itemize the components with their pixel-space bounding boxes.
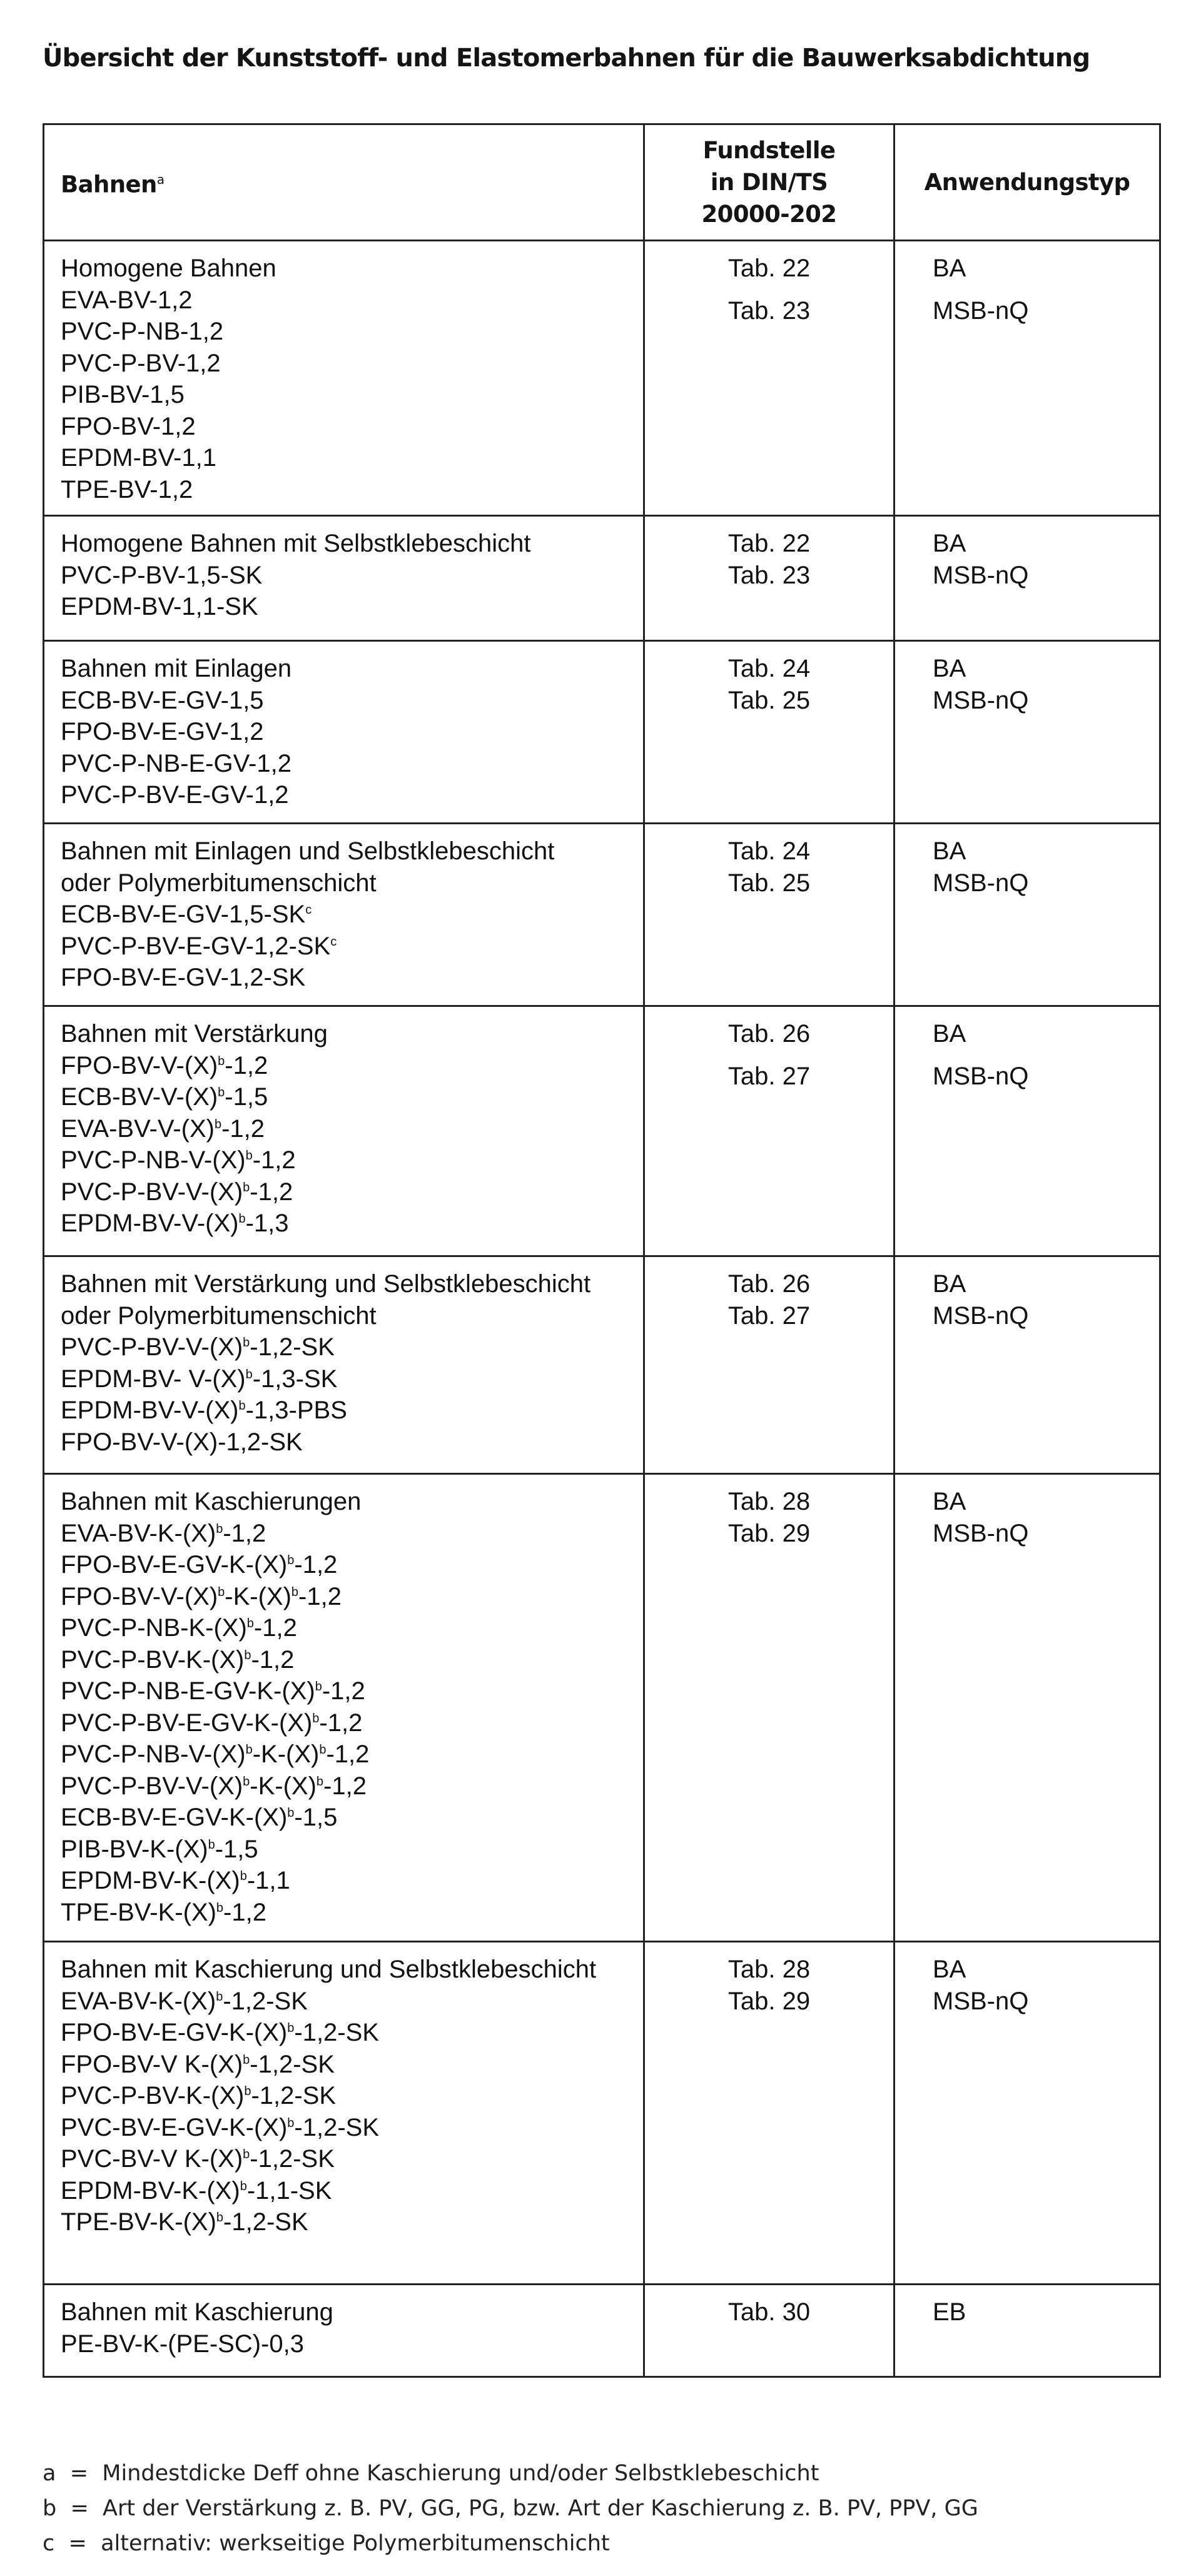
fundstelle-cell-line: Tab. 25 xyxy=(727,869,811,897)
anwendungstyp-cell-line: BA xyxy=(933,1488,966,1515)
anwendungstyp-cell xyxy=(894,516,1160,641)
footnote-reference: b xyxy=(319,1743,327,1757)
membrane-list-cell-line: PVC-P-NB-1,2 xyxy=(61,318,224,345)
fundstelle-cell-line: Tab. 29 xyxy=(727,1987,811,2015)
fundstelle-cell xyxy=(644,2285,894,2377)
membrane-list-cell-line: TPE-$BV-K-(X)^b-1,2-SK$ xyxy=(61,2208,308,2236)
fundstelle-cell-line: Tab. 24 xyxy=(727,837,811,865)
membrane-list-cell xyxy=(44,1256,644,1474)
membrane-list-cell-line: PVC-P-BV-E-GV-1,2 xyxy=(61,781,289,809)
fundstelle-cell xyxy=(644,241,894,516)
membrane-list-cell xyxy=(44,1474,644,1942)
membrane-list-cell-line: Bahnen mit Verstärkung xyxy=(61,1020,328,1048)
footnote-reference: b xyxy=(287,2116,295,2130)
table-body xyxy=(44,241,1160,2377)
fundstelle-cell-line: Tab. 30 xyxy=(727,2298,811,2326)
anwendungstyp-cell-line: MSB-nQ xyxy=(933,296,1029,325)
footnote-reference: b xyxy=(287,1553,295,1567)
footnote-reference: b xyxy=(243,1774,250,1789)
anwendungstyp-cell xyxy=(894,824,1160,1006)
footnote-reference: b xyxy=(315,1680,322,1694)
anwendungstyp-cell-line: MSB-nQ xyxy=(933,1519,1029,1547)
membrane-list-cell xyxy=(44,824,644,1006)
footnote-equals: = xyxy=(56,2461,103,2486)
membrane-list-cell-line: EPDM-BV- $V-(X)^b-1,3-SK$ xyxy=(61,1365,338,1393)
membrane-list-cell-line: Bahnen mit Kaschierung xyxy=(61,2298,333,2326)
header-fundstelle-line: Fundstelle xyxy=(702,137,836,164)
membrane-list-cell-line: PIB-BV-1,5 xyxy=(61,381,185,408)
footnote-reference: b xyxy=(238,1399,246,1413)
anwendungstyp-cell-line: BA xyxy=(933,1020,966,1048)
footnote-text: Mindestdicke Deff ohne Kaschierung und/oder Selbstklebeschicht xyxy=(102,2461,819,2486)
anwendungstyp-cell-line: MSB-nQ xyxy=(933,869,1029,897)
fundstelle-cell xyxy=(644,1942,894,2285)
membrane-list-cell-line: EPDM-$BV-V-(X)^b-1,3$-PBS xyxy=(61,1397,347,1424)
membrane-list-cell xyxy=(44,641,644,824)
membrane-list-cell-line: PVC-P-NB-E-GV-1,2 xyxy=(61,749,291,777)
fundstelle-cell xyxy=(644,516,894,641)
fundstelle-cell-line: Tab. 22 xyxy=(727,255,811,282)
membrane-list-cell-line: EVA-$BV-K-(X)^b-1,2-SK$ xyxy=(61,1987,308,2015)
membrane-list-cell-line: EPDM-$BV-K-(X)^b-1,1$ xyxy=(61,1867,290,1894)
membrane-list-cell-line: FPO-BV-V-(X)-1,2-SK xyxy=(61,1428,303,1456)
footnote-key: b xyxy=(43,2496,57,2521)
anwendungstyp-cell-line: MSB-nQ xyxy=(933,1987,1029,2015)
anwendungstyp-cell xyxy=(894,641,1160,824)
fundstelle-cell-line: Tab. 26 xyxy=(727,1020,811,1048)
membrane-list-cell-line: FPO-$BV-V-(X)^b-1,2$ xyxy=(61,1051,268,1079)
membrane-list-cell xyxy=(44,241,644,516)
membrane-list-cell xyxy=(44,1006,644,1256)
membrane-list-cell-line: PVC-$P-BV-V-(X)^b-1,2-SK$ xyxy=(61,1333,335,1361)
membrane-list-cell-line: Homogene Bahnen mit Selbstklebeschicht xyxy=(61,530,531,557)
membrane-list-cell-line: PVC-$P-BV-V-(X)^b-K-(X)^b-1,2$ xyxy=(61,1772,367,1800)
anwendungstyp-cell xyxy=(894,1474,1160,1942)
membrane-list-cell-line: PVC-P-BV-1,5-SK xyxy=(61,561,263,589)
anwendungstyp-cell xyxy=(894,1006,1160,1256)
membrane-list-cell-line: PVC-$P-BV-K-(X)^b-1,2-SK$ xyxy=(61,2082,337,2109)
table-header-row xyxy=(44,124,1160,241)
anwendungstyp-cell-line: BA xyxy=(933,1956,966,1983)
table-row xyxy=(44,1006,1160,1256)
footnote-reference: b xyxy=(245,1367,253,1381)
membrane-list-cell-line: PVC-$BV-E-GV-K-(X)^b-1,2-SK$ xyxy=(61,2113,379,2141)
footnote-reference: b xyxy=(216,1901,224,1915)
membrane-list-cell-line: PVC-$P-BV-V-(X)^b-1,2$ xyxy=(61,1178,293,1206)
footnote-reference: b xyxy=(216,1522,223,1536)
header-anwendungstyp: Anwendungstyp xyxy=(894,124,1160,241)
table-row xyxy=(44,516,1160,641)
footnote-reference: b xyxy=(240,2179,247,2193)
membrane-list-cell-line: oder Polymerbitumenschicht xyxy=(61,869,377,897)
membrane-list-cell-line: PVC-$P-NB-V-(X)^b-K-(X)^b-1,2$ xyxy=(61,1740,370,1768)
footnote-reference: c xyxy=(305,903,312,917)
fundstelle-cell-line: Tab. 28 xyxy=(727,1956,811,1983)
footnote-reference: b xyxy=(287,2021,295,2035)
fundstelle-cell-line: Tab. 27 xyxy=(727,1062,811,1090)
fundstelle-cell xyxy=(644,1474,894,1942)
footnote-reference: b xyxy=(312,1711,320,1725)
membrane-table xyxy=(43,123,1161,2378)
header-bahnen-footnote-mark: a xyxy=(156,172,165,188)
fundstelle-cell-line: Tab. 26 xyxy=(727,1270,811,1298)
membrane-list-cell-line: EPDM-$BV-K-(X)^b-1,1-SK$ xyxy=(61,2176,332,2205)
table-row xyxy=(44,241,1160,516)
footnote-reference: b xyxy=(214,1117,222,1131)
membrane-list-cell-line: Bahnen mit Einlagen xyxy=(61,655,292,682)
footnote-reference: b xyxy=(243,1336,250,1350)
membrane-list-cell-line: TPE-$BV-K-(X)^b-1,2$ xyxy=(61,1898,266,1926)
membrane-list-cell-line: FPO-BV-E-GV-1,2-SK xyxy=(61,964,306,991)
membrane-list-cell-line: Bahnen mit Kaschierung und Selbstklebeschicht xyxy=(61,1956,597,1983)
fundstelle-cell-line: Tab. 27 xyxy=(727,1301,811,1330)
membrane-list-cell-line: EPDM-BV-1,1-SK xyxy=(61,593,258,620)
membrane-list-cell-line: FPO-$BV-V-(X)^b-K-(X)^b-1,2$ xyxy=(61,1582,342,1610)
footnote-reference: b xyxy=(240,1869,247,1883)
fundstelle-cell xyxy=(644,641,894,824)
anwendungstyp-cell-line: EB xyxy=(933,2298,966,2326)
membrane-list-cell-line: PVC-BV-V $K-(X)^b-1,2-SK$ xyxy=(61,2145,335,2173)
membrane-list-cell-line: ECB-BV-E-GV-1,5 xyxy=(61,686,264,714)
fundstelle-cell xyxy=(644,824,894,1006)
membrane-list-cell-line: ECB-$BV-E-GV-K-(X)^b-1,5$ xyxy=(61,1804,338,1831)
footnote-reference: b xyxy=(218,1086,225,1099)
anwendungstyp-cell-line: MSB-nQ xyxy=(933,561,1029,589)
footnote-key: c xyxy=(43,2531,55,2556)
footnote xyxy=(43,2531,610,2556)
footnote-text: alternativ: werkseitige Polymerbitumenschicht xyxy=(101,2531,610,2556)
footnote-reference: b xyxy=(208,1837,215,1852)
footnote-reference: b xyxy=(244,1648,251,1662)
membrane-list-cell-line: Homogene Bahnen xyxy=(61,255,276,282)
membrane-list-cell-line: TPE-BV-1,2 xyxy=(61,475,193,503)
anwendungstyp-cell-line: BA xyxy=(933,837,966,865)
table-row xyxy=(44,1474,1160,1942)
membrane-list-cell-line: Bahnen mit Kaschierungen xyxy=(61,1488,362,1515)
fundstelle-cell-line: Tab. 23 xyxy=(727,561,811,589)
membrane-list-cell-line: FPO-BV-E-GV-1,2 xyxy=(61,718,264,745)
fundstelle-cell xyxy=(644,1006,894,1256)
footnote-text: Art der Verstärkung z. B. PV, GG, PG, bzw. Art der Kaschierung z. B. PV, PPV, GG xyxy=(103,2496,978,2521)
footnote-equals: = xyxy=(54,2531,101,2556)
footnote-reference: b xyxy=(216,2211,224,2225)
footnote-reference: b xyxy=(243,2148,250,2161)
footnote-key: a xyxy=(43,2461,56,2486)
membrane-list-cell-line: PVC-$P-NB-E-GV-K-(X)^b-1,2$ xyxy=(61,1677,365,1705)
membrane-list-cell-line: Bahnen mit Verstärkung und Selbstklebeschicht xyxy=(61,1270,591,1298)
membrane-list-cell-line: FPO-BV-V $K-(X)^b-1,2-SK$ xyxy=(61,2050,335,2078)
membrane-list-cell-line: EPDM-BV-1,1 xyxy=(61,444,216,472)
table-row xyxy=(44,1256,1160,1474)
table-row xyxy=(44,2285,1160,2377)
membrane-list-cell-line: EVA-$BV-K-(X)^b-1,2$ xyxy=(61,1519,266,1547)
footnote xyxy=(43,2496,978,2521)
header-bahnen xyxy=(44,124,644,241)
footnote-reference: b xyxy=(244,2084,251,2098)
anwendungstyp-cell xyxy=(894,241,1160,516)
anwendungstyp-cell xyxy=(894,2285,1160,2377)
footnote-reference: b xyxy=(218,1585,225,1599)
page-title: Übersicht der Kunststoff- und Elastomerbahnen für die Bauwerksabdichtung xyxy=(43,44,1090,73)
anwendungstyp-cell-line: BA xyxy=(933,1270,966,1298)
footnote-reference: b xyxy=(216,1989,223,2004)
membrane-list-cell-line: FPO-$BV-E-GV-K-(X)^b-1,2-SK$ xyxy=(61,2019,379,2046)
membrane-list-cell-line: PVC-$P-BV-E-GV-1,2-SK^c$ xyxy=(61,932,337,960)
footnote-reference: b xyxy=(245,1743,253,1757)
membrane-list-cell-line: ECB-$BV-V-(X)^b-1,5$ xyxy=(61,1083,268,1111)
membrane-list-cell-line: FPO-BV-1,2 xyxy=(61,412,196,440)
header-fundstelle-line: 20000-202 xyxy=(701,201,837,228)
footnote-reference: b xyxy=(316,1774,324,1789)
footnote-equals: = xyxy=(56,2496,103,2521)
membrane-list-cell xyxy=(44,516,644,641)
membrane-list-cell-line: PVC-$P-NB-V-(X)^b-1,2$ xyxy=(61,1146,296,1174)
membrane-list-cell-line: PIB-$BV-K-(X)^b-1,5$ xyxy=(61,1835,258,1863)
footnote-reference: b xyxy=(238,1212,246,1226)
table-row xyxy=(44,641,1160,824)
anwendungstyp-cell-line: MSB-nQ xyxy=(933,686,1029,714)
membrane-list-cell-line: FPO-$BV-E-GV-K-(X)^b-1,2$ xyxy=(61,1551,338,1578)
fundstelle-cell-line: Tab. 22 xyxy=(727,530,811,557)
header-fundstelle-line: in DIN/TS xyxy=(710,169,828,196)
footnote-reference: b xyxy=(291,1585,299,1599)
footnote-reference: b xyxy=(287,1806,295,1820)
membrane-list-cell-line: oder Polymerbitumenschicht xyxy=(61,1301,377,1330)
membrane-list-cell-line: ECB-$BV-E-GV-1,5-SK^c$ xyxy=(61,901,312,928)
membrane-list-cell xyxy=(44,1942,644,2285)
anwendungstyp-cell-line: MSB-nQ xyxy=(933,1301,1029,1330)
footnote-reference: b xyxy=(218,1054,225,1068)
anwendungstyp-cell-line: BA xyxy=(933,655,966,682)
fundstelle-cell-line: Tab. 23 xyxy=(727,296,811,325)
membrane-list-cell-line: PVC-P-BV-1,2 xyxy=(61,349,221,377)
footnote-reference: b xyxy=(246,1617,254,1630)
membrane-list-cell-line: EVA-BV-1,2 xyxy=(61,286,193,314)
footnote-reference: b xyxy=(245,1149,253,1163)
table-row xyxy=(44,1942,1160,2285)
membrane-list-cell-line: EVA-$BV-V-(X)^b-1,2$ xyxy=(61,1114,265,1143)
footnote-reference: c xyxy=(330,934,337,949)
fundstelle-cell xyxy=(644,1256,894,1474)
fundstelle-cell-line: Tab. 25 xyxy=(727,686,811,714)
table-row xyxy=(44,824,1160,1006)
membrane-list-cell-line: PE-BV-K-(PE-SC)-0,3 xyxy=(61,2330,304,2358)
membrane-list-cell-line: PVC-$P-BV-E-GV-K-(X)^b-1,2$ xyxy=(61,1709,363,1737)
anwendungstyp-cell-line: BA xyxy=(933,530,966,557)
membrane-list-cell-line: PVC-$P-BV-K-(X)^b-1,2$ xyxy=(61,1645,295,1674)
fundstelle-cell-line: Tab. 24 xyxy=(727,655,811,682)
fundstelle-cell-line: Tab. 28 xyxy=(727,1488,811,1515)
footnote-reference: b xyxy=(243,2053,250,2067)
header-fundstelle xyxy=(644,124,894,241)
membrane-list-cell-line: EPDM-$BV-V-(X)^b-1,3$ xyxy=(61,1210,289,1237)
anwendungstyp-cell-line: BA xyxy=(933,255,966,282)
footnote-reference: b xyxy=(243,1180,250,1195)
membrane-list-cell xyxy=(44,2285,644,2377)
anwendungstyp-cell-line: MSB-nQ xyxy=(933,1062,1029,1090)
anwendungstyp-cell xyxy=(894,1942,1160,2285)
fundstelle-cell-line: Tab. 29 xyxy=(727,1519,811,1547)
anwendungstyp-cell xyxy=(894,1256,1160,1474)
footnote xyxy=(43,2461,819,2486)
membrane-list-cell-line: PVC-$P-NB-K-(X)^b-1,2$ xyxy=(61,1614,297,1642)
membrane-list-cell-line: Bahnen mit Einlagen und Selbstklebeschicht xyxy=(61,837,555,865)
header-bahnen-label: Bahnen xyxy=(61,171,157,198)
